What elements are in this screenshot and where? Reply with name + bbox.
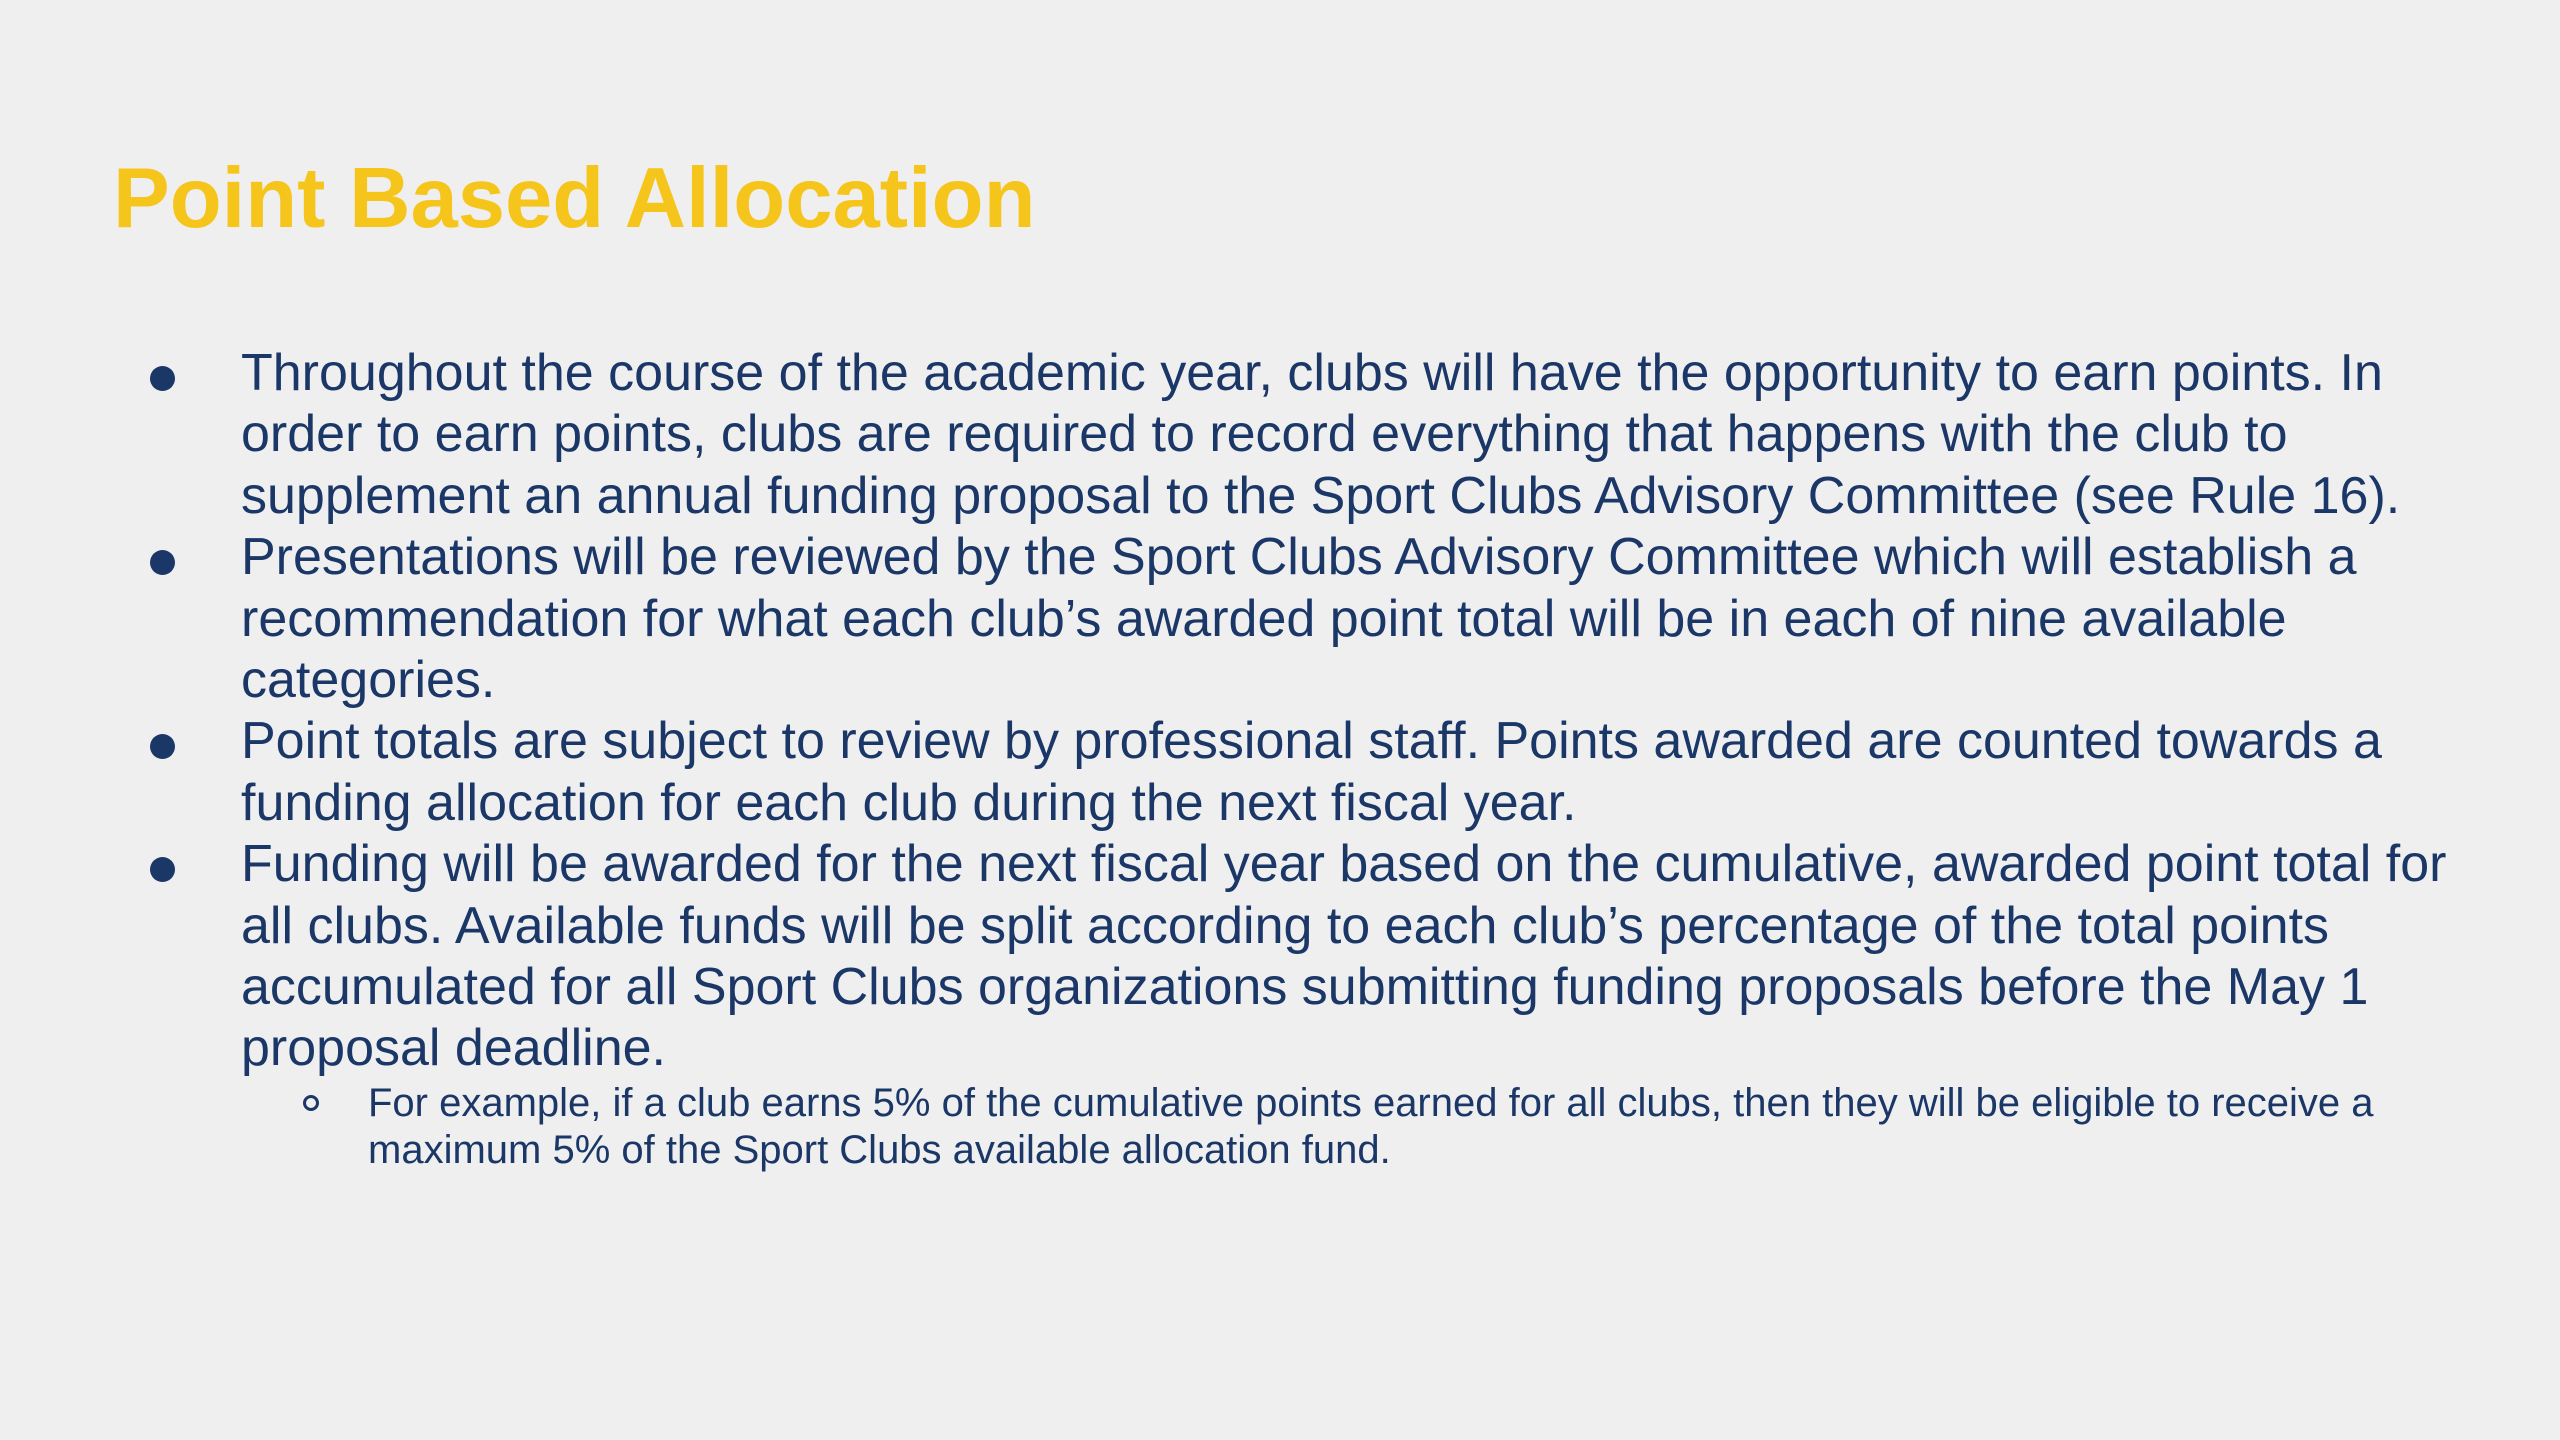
bullet-item xyxy=(140,711,2470,834)
hollow-circle-bullet-icon xyxy=(303,1095,319,1111)
sub-bullet-item xyxy=(268,1080,2470,1175)
bullet-text: Funding will be awarded for the next fiscal year based on the cumulative, awarded point total for all clubs. Available funds will be split according to each club’s percentage of the total points accumulated for all Sport Clubs organizations submitting funding proposals before the May 1 proposal deadline. xyxy=(241,835,2447,1078)
bullet-text: Presentations will be reviewed by the Sport Clubs Advisory Committee which will establish a recommendation for what each club’s awarded point total will be in each of nine available categories. xyxy=(241,528,2357,710)
bullet-dot-icon xyxy=(150,857,175,882)
bullet-dot-icon xyxy=(150,366,175,391)
bullet-dot-icon xyxy=(150,550,175,575)
bullet-dot-icon xyxy=(150,734,175,759)
bullet-list xyxy=(140,343,2470,1175)
bullet-item xyxy=(140,527,2470,711)
bullet-text: Point totals are subject to review by professional staff. Points awarded are counted towards a funding allocation for each club during the next fiscal year. xyxy=(241,712,2382,832)
bullet-item xyxy=(140,834,2470,1080)
bullet-text: Throughout the course of the academic year, clubs will have the opportunity to earn points. In order to earn points, clubs are required to record everything that happens with the club to supplement an annual funding proposal to the Sport Clubs Advisory Committee (see Rule 16). xyxy=(241,344,2401,525)
sub-bullet-text: For example, if a club earns 5% of the cumulative points earned for all clubs, then they will be eligible to receive a maximum 5% of the Sport Clubs available allocation fund. xyxy=(368,1080,2374,1173)
slide-title: Point Based Allocation xyxy=(113,151,1036,246)
bullet-item xyxy=(140,343,2470,527)
